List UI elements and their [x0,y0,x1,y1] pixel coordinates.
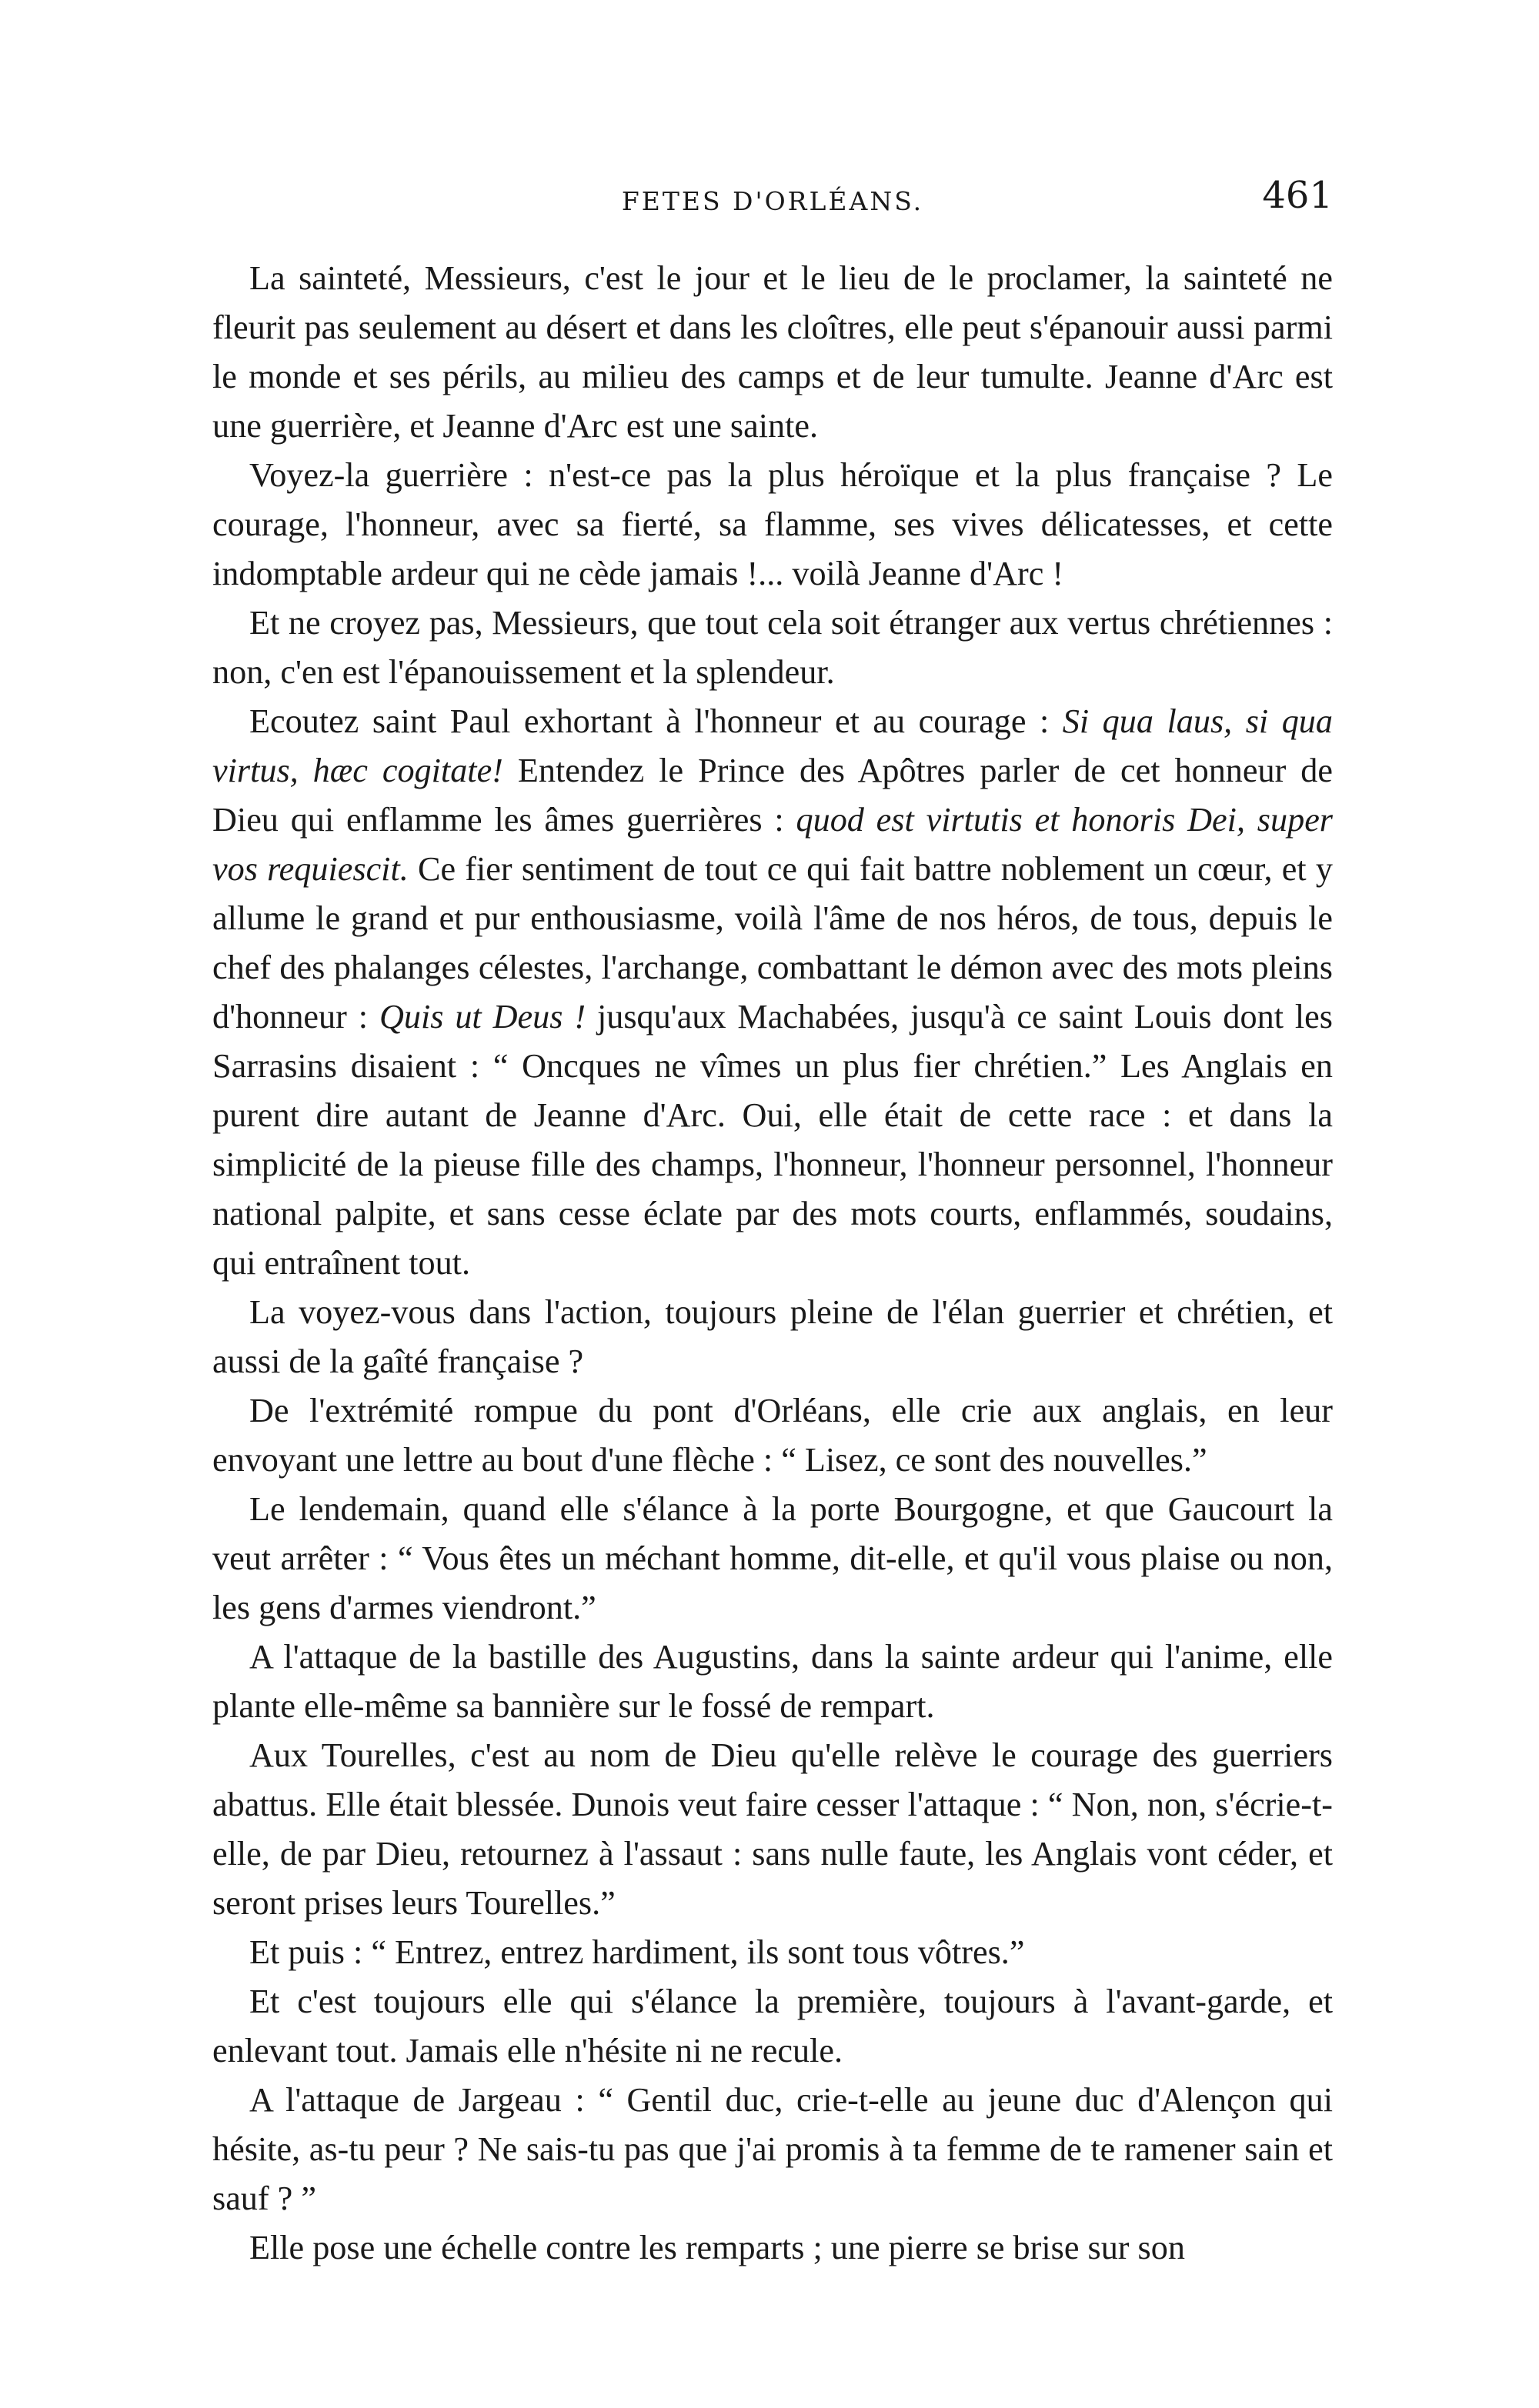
page-header [212,174,1333,228]
text-fragment: Ce fier sentiment de tout ce qui fait battre noblement un cœur, et y allume le grand et pur enthousiasme, voilà l'âme de nos héros, de tous, depuis le chef des phalanges célestes, l'archange, combattant le démon avec des mots pleins d'honneur : [212,850,1333,1036]
paragraph [212,254,1333,451]
paragraph [212,599,1333,697]
text-fragment: jusqu'aux Machabées, jusqu'à ce saint Louis dont les Sarrasins disaient : “ Oncques ne vîmes un plus fier chrétien.” Les Anglais en purent dire autant de Jeanne d'Arc. Oui, elle était de cette race : et dans la simplicité de la pieuse fille des champs, l'honneur, l'honneur personnel, l'honneur national palpite, et sans cesse éclate par des mots courts, enflammés, soudains, qui entraînent tout. [212,998,1333,1282]
text-fragment: Elle pose une échelle contre les remparts ; une pierre se brise sur son [249,2229,1185,2266]
text-fragment: Voyez-la guerrière : n'est-ce pas la plus héroïque et la plus française ? Le courage, l'honneur, avec sa fierté, sa flamme, ses vives délicatesses, et cette indomptable ardeur qui ne cède jamais !... voilà Jeanne d'Arc ! [212,456,1333,592]
paragraph [212,1386,1333,1485]
paragraph [212,1485,1333,1633]
text-fragment: Et c'est toujours elle qui s'élance la première, toujours à l'avant-garde, et enlevant tout. Jamais elle n'hésite ni ne recule. [212,1983,1333,2069]
text-fragment: Ecoutez saint Paul exhortant à l'honneur et au courage : [249,702,1063,740]
paragraph [212,1288,1333,1386]
text-fragment: Et puis : “ Entrez, entrez hardiment, ils sont tous vôtres.” [249,1933,1025,1971]
paragraph [212,451,1333,599]
text-fragment: La voyez-vous dans l'action, toujours pleine de l'élan guerrier et chrétien, et aussi de la gaîté française ? [212,1293,1333,1380]
latin-quotation: Si qua laus, si qua virtus, hæc cogitate! [212,702,1333,789]
running-title: FETES D'ORLÉANS. [621,186,924,216]
paragraph [212,1928,1333,1977]
text-fragment: A l'attaque de la bastille des Augustins, dans la sainte ardeur qui l'anime, elle plante elle-même sa bannière sur le fossé de rempart. [212,1638,1333,1725]
paragraph [212,1977,1333,2076]
paragraph [212,2076,1333,2223]
latin-quotation: Quis ut Deus ! [379,998,586,1036]
paragraph [212,1731,1333,1928]
text-fragment: Et ne croyez pas, Messieurs, que tout cela soit étranger aux vertus chrétiennes : non, c'en est l'épanouissement et la splendeur. [212,604,1333,691]
page-number: 461 [1262,174,1333,217]
body-text [212,254,1333,2273]
text-fragment: Aux Tourelles, c'est au nom de Dieu qu'elle relève le courage des guerriers abattus. Elle était blessée. Dunois veut faire cesser l'attaque : “ Non, non, s'écrie-t-elle, de par Dieu, retournez à l'assaut : sans nulle faute, les Anglais vont céder, et seront prises leurs Tourelles.” [212,1736,1333,1922]
text-fragment: De l'extrémité rompue du pont d'Orléans, elle crie aux anglais, en leur envoyant une lettre au bout d'une flèche : “ Lisez, ce sont des nouvelles.” [212,1392,1333,1479]
text-fragment: La sainteté, Messieurs, c'est le jour et le lieu de le proclamer, la sainteté ne fleurit pas seulement au désert et dans les cloîtres, elle peut s'épanouir aussi parmi le monde et ses périls, au milieu des camps et de leur tumulte. Jeanne d'Arc est une guerrière, et Jeanne d'Arc est une sainte. [212,259,1333,445]
text-fragment: Le lendemain, quand elle s'élance à la porte Bourgogne, et que Gaucourt la veut arrêter : “ Vous êtes un méchant homme, dit-elle, et qu'il vous plaise ou non, les gens d'armes viendront.” [212,1490,1333,1626]
text-fragment: Entendez le Prince des Apôtres parler de cet honneur de Dieu qui enflamme les âmes guerrières : [212,752,1333,839]
text-fragment: A l'attaque de Jargeau : “ Gentil duc, crie-t-elle au jeune duc d'Alençon qui hésite, as-tu peur ? Ne sais-tu pas que j'ai promis à ta femme de te ramener sain et sauf ? ” [212,2081,1333,2217]
paragraph [212,1633,1333,1731]
paragraph [212,697,1333,1288]
latin-quotation: quod est virtutis et honoris Dei, super vos requiescit. [212,801,1333,888]
paragraph [212,2223,1333,2273]
